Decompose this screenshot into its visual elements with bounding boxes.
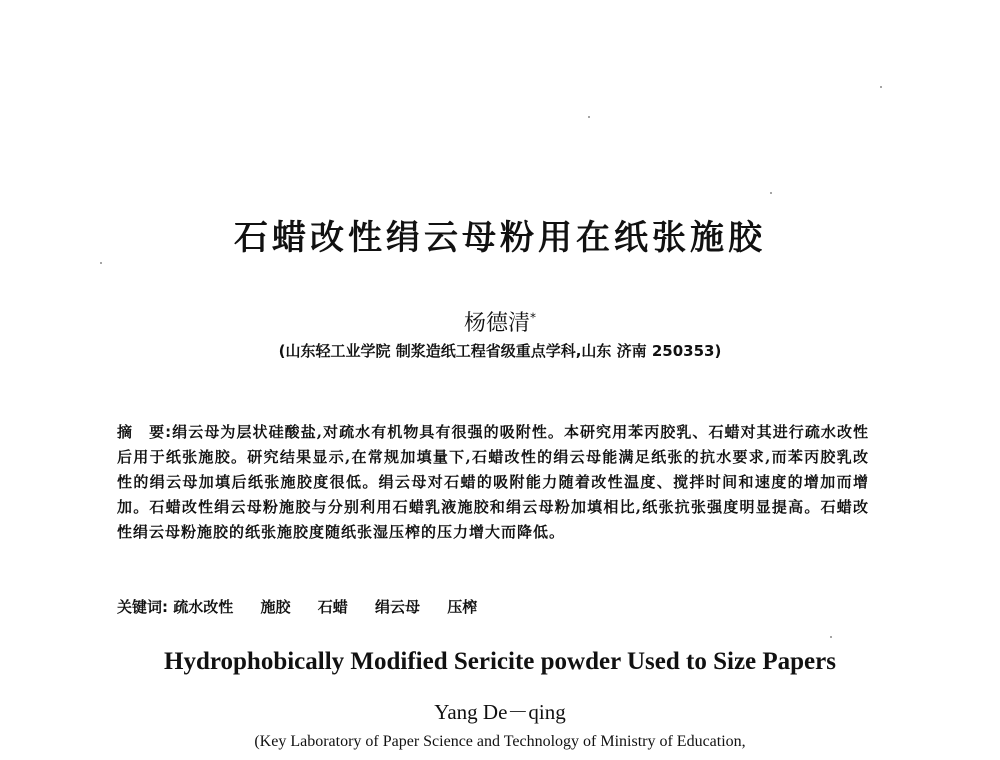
keyword-item: 绢云母 (374, 598, 420, 616)
chinese-title: 石蜡改性绢云母粉用在纸张施胶 (234, 218, 766, 258)
author-name: 杨德清 (463, 311, 530, 336)
scan-speck (830, 636, 832, 638)
english-title: Hydrophobically Modified Sericite powder Used to Size Papers (164, 648, 836, 675)
keyword-item: 石蜡 (317, 598, 348, 616)
author-footnote-mark: * (530, 310, 536, 325)
keywords-label: 关键词: (117, 598, 168, 616)
scan-speck (100, 262, 102, 264)
abstract-text: 绢云母为层状硅酸盐,对疏水有机物具有很强的吸附性。本研究用苯丙胶乳、石蜡对其进行疏水改性后用于纸张施胶。研究结果显示,在常规加填量下,石蜡改性的绢云母能满足纸张的抗水要求,而苯丙胶乳改性的绢云母加填后纸张施胶度很低。绢云母对石蜡的吸附能力随着改性温度、搅拌时间和速度的增加而增加。石蜡改性绢云母粉施胶与分别利用石蜡乳液施胶和绢云母粉加填相比,纸张抗张强度明显提高。石蜡改性绢云母粉施胶的纸张施胶度随纸张湿压榨的压力增大而降低。 (117, 423, 870, 541)
keyword-item: 疏水改性 (173, 598, 234, 616)
scan-speck (880, 86, 882, 88)
chinese-author (0, 306, 1000, 337)
english-author: Yang De－qing (434, 700, 566, 724)
scan-speck (770, 192, 772, 194)
keyword-item: 压榨 (447, 598, 478, 616)
abstract (117, 420, 869, 545)
scan-speck (588, 116, 590, 118)
keyword-item: 施胶 (260, 598, 291, 616)
english-affiliation: (Key Laboratory of Paper Science and Technology of Ministry of Education, (254, 733, 746, 750)
keywords (117, 596, 869, 617)
abstract-label: 摘 要: (117, 423, 173, 441)
chinese-affiliation: (山东轻工业学院 制浆造纸工程省级重点学科,山东 济南 250353) (278, 342, 722, 360)
